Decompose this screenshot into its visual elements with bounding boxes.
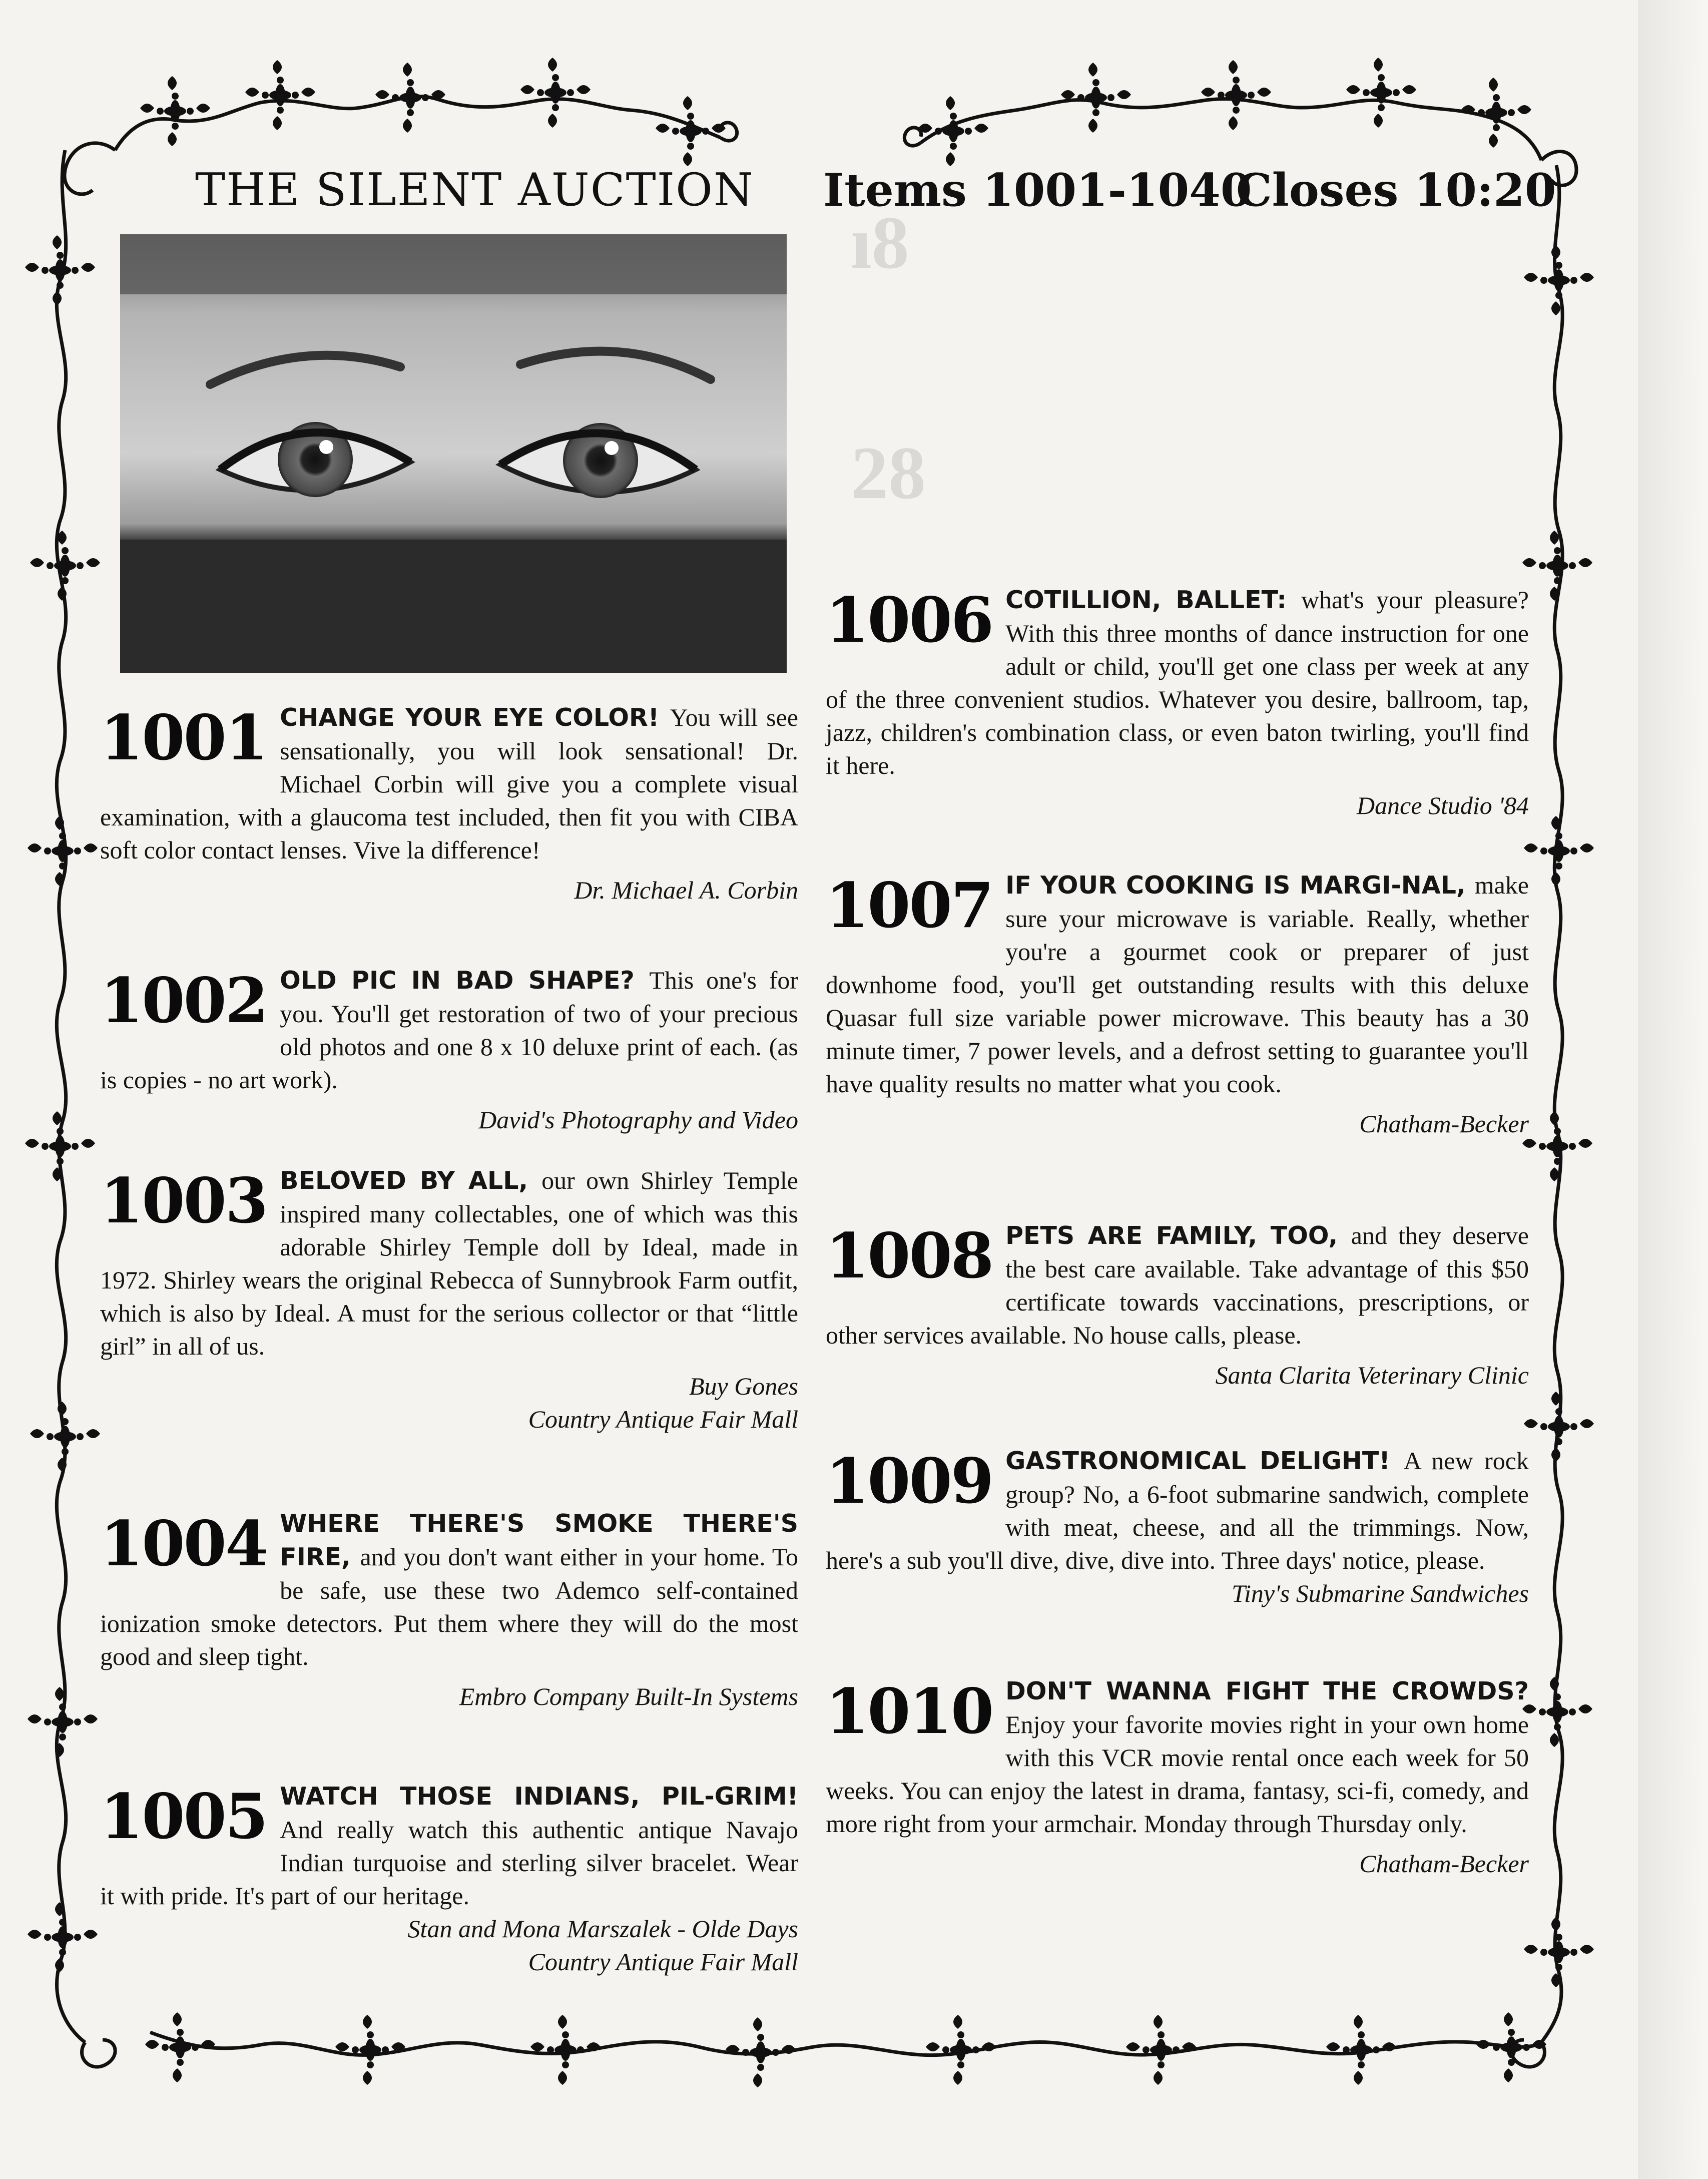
donor-line: Chatham-Becker [1359,1110,1529,1138]
item-number: 1009 [826,1445,993,1518]
item-donor [826,1847,1529,1880]
auction-item-1007 [826,868,1529,1140]
donor-line: Buy Gones [689,1372,798,1400]
item-headline: GASTRONOMICAL DELIGHT! [1005,1447,1404,1475]
auction-item-1008 [826,1219,1529,1392]
bleed-through: ı8 [851,201,909,284]
item-donor [100,1680,798,1713]
item-donor [100,1103,798,1136]
item-number: 1002 [100,965,267,1037]
item-number: 1008 [826,1220,993,1292]
item-donor [100,874,798,907]
item-number: 1004 [100,1508,267,1580]
item-headline: BELOVED BY ALL, [280,1166,542,1195]
donor-line: Country Antique Fair Mall [528,1948,798,1976]
auction-item-1001 [100,701,798,907]
donor-line: Tiny's Submarine Sandwiches [1231,1579,1529,1607]
item-headline: IF YOUR COOKING IS MARGI-NAL, [1005,871,1475,900]
item-body: And really watch this authentic antique Navajo Indian turquoise and sterling silver bracelet. Wear it with pride. It's part of our heritage. [100,1816,798,1910]
item-body: and you don't want either in your home. To be safe, use these two Ademco self-contained ionization smoke detectors. Put them where they will do the most good and sleep tight. [100,1543,798,1670]
donor-line: David's Photography and Video [478,1106,798,1134]
donor-line: Santa Clarita Veterinary Clinic [1215,1361,1529,1389]
item-body: This one's for you. You'll get restoration of two of your precious old photos and one 8 x 10 deluxe print of each. (as is copies - no art work). [100,966,798,1094]
item-headline: WHERE THERE'S SMOKE THERE'S FIRE, [280,1509,798,1571]
item-body: and they deserve the best care available. Take advantage of this $50 certificate towards vaccinations, prescriptions, or other services available. No house calls, please. [826,1221,1529,1349]
bleed-through: 28 [851,431,926,515]
item-headline: OLD PIC IN BAD SHAPE? [280,966,650,995]
item-body: what's your pleasure? With this three months of dance instruction for one adult or child, you'll get one class per week at any of the three convenient studios. Whatever you desire, ballroom, tap, jazz, children's combination class, or even baton twirling, you'll find it here. [826,586,1529,779]
auction-item-1002 [100,964,798,1136]
auction-item-1009 [826,1444,1529,1610]
item-donor [826,1359,1529,1392]
item-number: 1005 [100,1781,267,1853]
item-headline: CHANGE YOUR EYE COLOR! [280,703,670,732]
eyes-photo [120,234,787,673]
item-headline: PETS ARE FAMILY, TOO, [1005,1221,1351,1250]
item-headline: DON'T WANNA FIGHT THE CROWDS? [1005,1677,1529,1705]
item-body: You will see sensationally, you will look sensational! Dr. Michael Corbin will give you a complete visual examination, with a glaucoma test included, then fit you with CIBA soft color contact lenses. Vive la difference! [100,703,798,864]
item-donor [826,789,1529,822]
auction-title: THE SILENT AUCTION [195,164,754,216]
auction-item-1003 [100,1164,798,1436]
items-range: Items 1001-1040 [823,164,1252,217]
item-headline: COTILLION, BALLET: [1005,586,1301,614]
donor-line: Country Antique Fair Mall [528,1405,798,1433]
item-body: our own Shirley Temple inspired many collectables, one of which was this adorable Shirley Temple doll by Ideal, made in 1972. Shirley wears the original Rebecca of Sunnybrook Farm outfit, which is also by Ideal. A must for the serious collector or that “little girl” in all of us. [100,1166,798,1360]
item-number: 1006 [826,584,993,657]
item-donor [826,1577,1529,1610]
donor-line: Chatham-Becker [1359,1850,1529,1878]
item-body: Enjoy your favorite movies right in your own home with this VCR movie rental once each week for 50 weeks. You can enjoy the latest in drama, fantasy, sci-fi, comedy, and more right from your armchair. Monday through Thursday only. [826,1710,1529,1838]
auction-item-1004 [100,1507,798,1713]
item-headline: WATCH THOSE INDIANS, PIL-GRIM! [280,1782,798,1811]
item-body: make sure your microwave is variable. Really, whether you're a gourmet cook or preparer of just downhome food, you'll get outstanding results with this deluxe Quasar full size variable power microwave. This beauty has a 30 minute timer, 7 power levels, and a defrost setting to guarantee you'll have quality results no matter what you cook. [826,871,1529,1098]
donor-line: Stan and Mona Marszalek - Olde Days [407,1915,798,1943]
item-donor [100,1912,798,1978]
item-donor [100,1370,798,1436]
item-number: 1007 [826,869,993,942]
item-number: 1001 [100,702,267,774]
donor-line: Dance Studio '84 [1357,791,1529,819]
closing-time: Closes 10:20 [1236,164,1556,217]
auction-item-1006 [826,583,1529,822]
item-number: 1003 [100,1165,267,1237]
auction-item-1005 [100,1780,798,1978]
item-body: A new rock group? No, a 6-foot submarine sandwich, complete with meat, cheese, and all the trimmings. Now, here's a sub you'll dive, dive, dive into. Three days' notice, please. [826,1447,1529,1574]
item-donor [826,1107,1529,1140]
donor-line: Embro Company Built-In Systems [459,1682,798,1710]
item-number: 1010 [826,1675,993,1748]
auction-item-1010 [826,1674,1529,1880]
donor-line: Dr. Michael A. Corbin [574,876,798,904]
